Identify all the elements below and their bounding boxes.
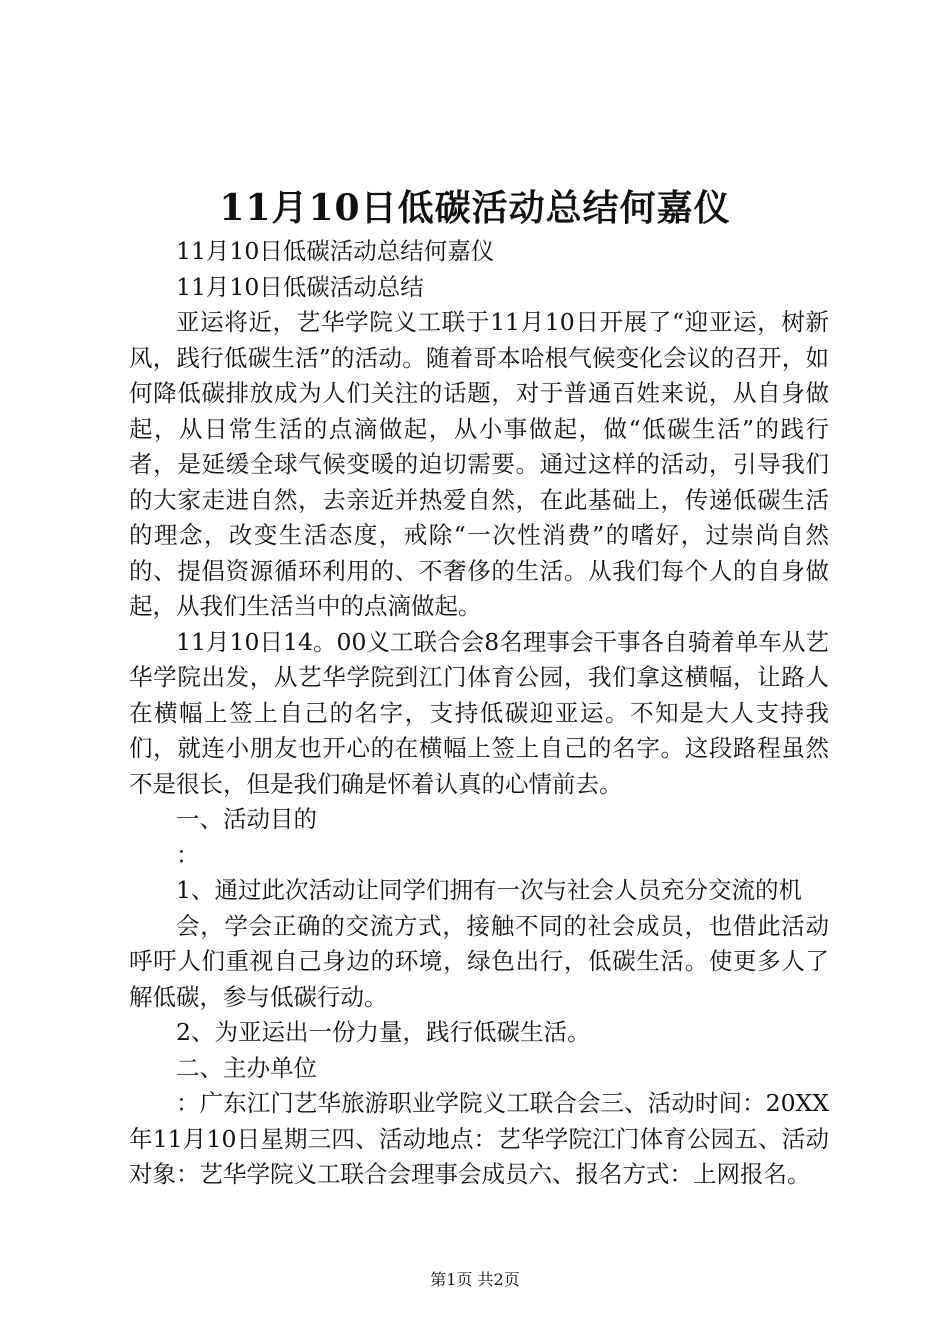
paragraph-intro: 亚运将近，艺华学院义工联于11月10日开展了“迎亚运，树新风，践行低碳生活”的活动。随着哥本哈根气候变化会议的召开，如何降低碳排放成为人们关注的话题，对于普通百姓来说，从自身做起，从日常生活的点滴做起，从小事做起，做“低碳生活”的践行者，是延缓全球气候变暖的迫切需要。通过这样的活动，引导我们的大家走进自然，去亲近并热爱自然，在此基础上，传递低碳生活的理念，改变生活态度，戒除“一次性消费”的嗜好，过崇尚自然的、提倡资源循环利用的、不奢侈的生活。从我们每个人的自身做起，从我们生活当中的点滴做起。 [129, 308, 829, 620]
paragraph-organizer-details: ：广东江门艺华旅游职业学院义工联合会三、活动时间：20XX年11月10日星期三四、活动地点：艺华学院江门体育公园五、活动对象：艺华学院义工联合会理事会成员六、报名方式：上网报名。 [129, 1089, 829, 1188]
page-footer: 第1页 共2页 [430, 1270, 520, 1289]
paragraph-subtitle-1: 11月10日低碳活动总结何嘉仪 [176, 237, 495, 265]
paragraph-subtitle-2: 11月10日低碳活动总结 [176, 272, 424, 301]
paragraph-purpose-1: 1、通过此次活动让同学们拥有一次与社会人员充分交流的机 [176, 876, 802, 904]
document-body [129, 234, 829, 1193]
document-title: 11月10日低碳活动总结何嘉仪 [219, 187, 731, 229]
paragraph-colon: ： [176, 840, 200, 869]
heading-organizer: 二、主办单位 [176, 1053, 317, 1082]
paragraph-event: 11月10日14。00义工联合会8名理事会干事各自骑着单车从艺华学院出发，从艺华学院到江门体育公园，我们拿这横幅，让路人在横幅上签上自己的名字，支持低碳迎亚运。不知是大人支持我们，就连小朋友也开心的在横幅上签上自己的名字。这段路程虽然不是很长，但是我们确是怀着认真的心情前去。 [129, 627, 829, 798]
paragraph-purpose-1-cont: 会，学会正确的交流方式，接触不同的社会成员，也借此活动呼吁人们重视自己身边的环境，绿色出行，低碳生活。使更多人了解低碳，参与低碳行动。 [129, 911, 829, 1011]
heading-purpose: 一、活动目的 [176, 805, 317, 833]
paragraph-purpose-2: 2、为亚运出一份力量，践行低碳生活。 [176, 1018, 591, 1046]
